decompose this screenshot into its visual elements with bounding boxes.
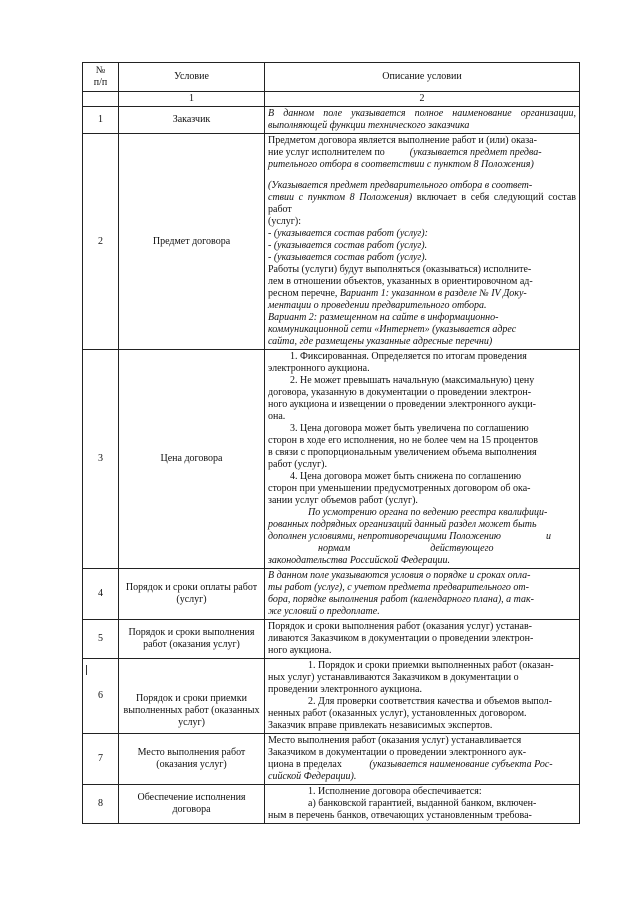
row-condition: Порядок и сроки оплаты работ (услуг): [119, 569, 265, 620]
desc-line: рительного отбора в соответствии с пунктом 8 Положения): [268, 159, 534, 170]
row-description: [265, 734, 580, 785]
desc-line: Работы (услуги) будут выполняться (оказываться) исполните-: [268, 264, 532, 275]
desc-line: Порядок и сроки выполнения работ (оказания услуг) устанав-: [268, 621, 533, 632]
table-row: [83, 569, 580, 620]
desc-line: ствии с пунктом 8 Положения) включает в себя следующий состав работ: [268, 192, 576, 215]
row-number: 3: [83, 350, 119, 569]
desc-line: ментации о проведении предварительного отбора.: [268, 300, 487, 311]
index-col-1: 1: [119, 92, 265, 107]
index-col-2: 2: [265, 92, 580, 107]
row-condition: Обеспечение исполнения договора: [119, 785, 265, 824]
row-description: [265, 620, 580, 659]
desc-line: ненных работ (оказанных услуг), установленных договором.: [268, 708, 527, 719]
desc-line: дополнен условиями, непротиворечащими Положению и: [268, 531, 551, 542]
header-num: № п/п: [83, 63, 119, 92]
desc-line: она.: [268, 411, 286, 422]
desc-line: работ (услуг).: [268, 459, 327, 470]
desc-line: (услуг):: [268, 216, 301, 227]
table-row: [83, 350, 580, 569]
row-condition: Место выполнения работ (оказания услуг): [119, 734, 265, 785]
desc-line: циона в пределах (указывается наименование субъекта Рос-: [268, 759, 553, 770]
desc-line: коммуникационной сети «Интернет» (указывается адрес: [268, 324, 517, 335]
desc-line: сийской Федерации).: [268, 771, 357, 782]
desc-line: ного аукциона.: [268, 645, 332, 656]
desc-line: 1. Исполнение договора обеспечивается:: [308, 786, 482, 797]
desc-line: сайта, где размещены указанные адресные перечни): [268, 336, 493, 347]
desc-line: - (указывается состав работ (услуг).: [268, 240, 428, 251]
desc-line: Заказчик вправе привлекать независимых экспертов.: [268, 720, 493, 731]
desc-line: ние услуг исполнителем по (указывается предмет предва-: [268, 147, 542, 158]
table-header-row: [83, 63, 580, 92]
table-row: [83, 785, 580, 824]
margin-mark: [86, 665, 87, 675]
desc-line: Вариант 2: размещенном на сайте в информационно-: [268, 312, 499, 323]
desc-line: В данном поле указывается полное наименование организации, выполняющей функции технического заказчика: [268, 108, 576, 131]
desc-line: - (указывается состав работ (услуг).: [268, 252, 428, 263]
row-condition: Порядок и сроки приемки выполненных работ (оказанных услуг): [119, 659, 265, 734]
index-blank: [83, 92, 119, 107]
conditions-table: [82, 62, 580, 824]
desc-line: Заказчиком в документации о проведении электронного аук-: [268, 747, 527, 758]
desc-line: ным в перечень банков, отвечающих установленным требова-: [268, 810, 532, 821]
table-row: [83, 107, 580, 134]
desc-line: - (указывается состав работ (услуг):: [268, 228, 428, 239]
desc-line: Место выполнения работ (оказания услуг) устанавливается: [268, 735, 522, 746]
row-description: [265, 107, 580, 134]
row-number: 7: [83, 734, 119, 785]
desc-line: ного аукциона и извещении о проведении электронного аукци-: [268, 399, 536, 410]
desc-line: Предметом договора является выполнение работ и (или) оказа-: [268, 135, 537, 146]
header-condition: Условие: [119, 63, 265, 92]
desc-line: зании услуг объемов работ (услуг).: [268, 495, 418, 506]
desc-line: нормам действующего: [318, 543, 494, 554]
table-row: [83, 620, 580, 659]
desc-line: 2. Не может превышать начальную (максимальную) цену: [290, 375, 535, 386]
desc-line: договора, указанную в документации о проведении электрон-: [268, 387, 532, 398]
row-number: 2: [83, 134, 119, 350]
desc-line: ты работ (услуг), с учетом предмета предварительного от-: [268, 582, 529, 593]
row-condition: Порядок и сроки выполнения работ (оказания услуг): [119, 620, 265, 659]
desc-line: 3. Цена договора может быть увеличена по соглашению: [290, 423, 529, 434]
row-number: 1: [83, 107, 119, 134]
desc-line: в связи с пропорциональным увеличением объема выполнения: [268, 447, 537, 458]
row-number: 4: [83, 569, 119, 620]
table-index-row: [83, 92, 580, 107]
row-condition: Предмет договора: [119, 134, 265, 350]
row-number: 5: [83, 620, 119, 659]
row-condition: Цена договора: [119, 350, 265, 569]
desc-line: же условий о предоплате.: [268, 606, 380, 617]
row-description: [265, 134, 580, 350]
table-row: [83, 659, 580, 734]
row-description: [265, 659, 580, 734]
row-condition: Заказчик: [119, 107, 265, 134]
header-description: Описание условии: [265, 63, 580, 92]
desc-line: законодательства Российской Федерации.: [268, 555, 451, 566]
desc-line: рованных подрядных организаций данный раздел может быть: [268, 519, 537, 530]
desc-line: (Указывается предмет предварительного отбора в соответ-: [268, 180, 533, 191]
table-row: [83, 734, 580, 785]
row-description: [265, 569, 580, 620]
desc-line: 2. Для проверки соответствия качества и объемов выпол-: [308, 696, 552, 707]
desc-line: лем в отношении объектов, указанных в ориентировочном ад-: [268, 276, 533, 287]
desc-line: 1. Порядок и сроки приемки выполненных работ (оказан-: [308, 660, 554, 671]
desc-line: 1. Фиксированная. Определяется по итогам проведения: [290, 351, 527, 362]
row-description: [265, 785, 580, 824]
desc-line: По усмотрению органа по ведению реестра квалифици-: [308, 507, 548, 518]
desc-line: сторон в ходе его исполнения, но не более чем на 15 процентов: [268, 435, 538, 446]
row-description: [265, 350, 580, 569]
desc-line: а) банковской гарантией, выданной банком, включен-: [308, 798, 537, 809]
table-row: [83, 134, 580, 350]
desc-line: сторон при уменьшении предусмотренных договором об ока-: [268, 483, 531, 494]
desc-line: проведении электронного аукциона.: [268, 684, 422, 695]
desc-line: 4. Цена договора может быть снижена по соглашению: [290, 471, 522, 482]
desc-line: ных услуг) устанавливаются Заказчиком в документации о: [268, 672, 519, 683]
desc-line: ливаются Заказчиком в документации о проведении электрон-: [268, 633, 534, 644]
desc-line: электронного аукциона.: [268, 363, 370, 374]
row-number: 6: [83, 659, 119, 734]
desc-line: ресном перечне, Вариант 1: указанном в разделе № IV Доку-: [268, 288, 527, 299]
row-number: 8: [83, 785, 119, 824]
desc-line: бора, порядке выполнения работ (календарного плана), а так-: [268, 594, 535, 605]
desc-line: В данном поле указываются условия о порядке и сроках опла-: [268, 570, 531, 581]
